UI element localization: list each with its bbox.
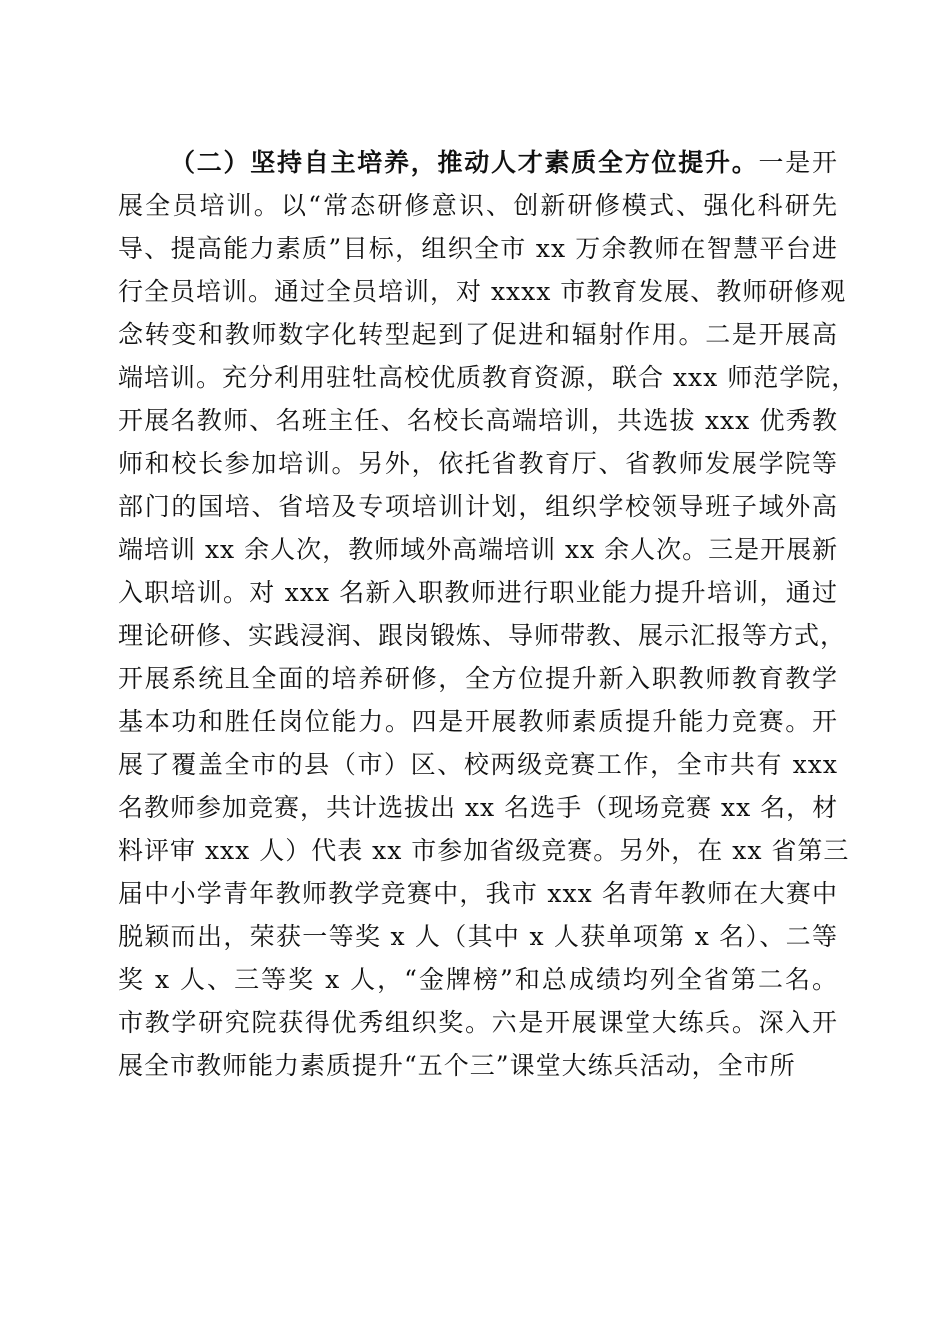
paragraph-line: 开展名教师、名班主任、名校长高端培训，共选拔 xxx 优秀教 bbox=[118, 406, 838, 435]
body-paragraph bbox=[118, 141, 858, 1087]
paragraph-line: 念转变和教师数字化转型起到了促进和辐射作用。二是开展高 bbox=[118, 320, 838, 349]
line-text: 一是开 bbox=[758, 148, 838, 177]
paragraph-line: 展全市教师能力素质提升“五个三”课堂大练兵活动，全市所 bbox=[118, 1051, 796, 1080]
paragraph-line: 料评审 xxx 人）代表 xx 市参加省级竞赛。另外，在 xx 省第三 bbox=[118, 836, 850, 865]
paragraph-line: 导、提高能力素质”目标，组织全市 xx 万余教师在智慧平台进 bbox=[118, 234, 838, 263]
paragraph-line: 师和校长参加培训。另外，依托省教育厅、省教师发展学院等 bbox=[118, 449, 838, 478]
paragraph-line: 理论研修、实践浸润、跟岗锻炼、导师带教、展示汇报等方式， bbox=[118, 621, 847, 650]
paragraph-line-1 bbox=[118, 141, 838, 184]
paragraph-line: 行全员培训。通过全员培训，对 xxxx 市教育发展、教师研修观 bbox=[118, 277, 847, 306]
paragraph-line: 市教学研究院获得优秀组织奖。六是开展课堂大练兵。深入开 bbox=[118, 1008, 838, 1037]
paragraph-line: 脱颖而出，荣获一等奖 x 人（其中 x 人获单项第 x 名）、二等 bbox=[118, 922, 838, 951]
paragraph-line: 届中小学青年教师教学竞赛中，我市 xxx 名青年教师在大赛中 bbox=[118, 879, 838, 908]
paragraph-line: 开展系统且全面的培养研修，全方位提升新入职教师教育教学 bbox=[118, 664, 838, 693]
paragraph-line: 基本功和胜任岗位能力。四是开展教师素质提升能力竞赛。开 bbox=[118, 707, 838, 736]
paragraph-line: 展全员培训。以“常态研修意识、创新研修模式、强化科研先 bbox=[118, 191, 838, 220]
paragraph-line: 入职培训。对 xxx 名新入职教师进行职业能力提升培训，通过 bbox=[118, 578, 838, 607]
section-heading: （二）坚持自主培养，推动人才素质全方位提升。 bbox=[170, 148, 759, 177]
paragraph-line: 展了覆盖全市的县（市）区、校两级竞赛工作，全市共有 xxx bbox=[118, 750, 838, 779]
paragraph-line: 端培训。充分利用驻牡高校优质教育资源，联合 xxx 师范学院， bbox=[118, 363, 858, 392]
paragraph-line: 部门的国培、省培及专项培训计划，组织学校领导班子域外高 bbox=[118, 492, 838, 521]
paragraph-line: 端培训 xx 余人次，教师域外高端培训 xx 余人次。三是开展新 bbox=[118, 535, 839, 564]
paragraph-line: 奖 x 人、三等奖 x 人，“金牌榜”和总成绩均列全省第二名。 bbox=[118, 965, 838, 994]
paragraph-line: 名教师参加竞赛，共计选拔出 xx 名选手（现场竞赛 xx 名，材 bbox=[118, 793, 839, 822]
